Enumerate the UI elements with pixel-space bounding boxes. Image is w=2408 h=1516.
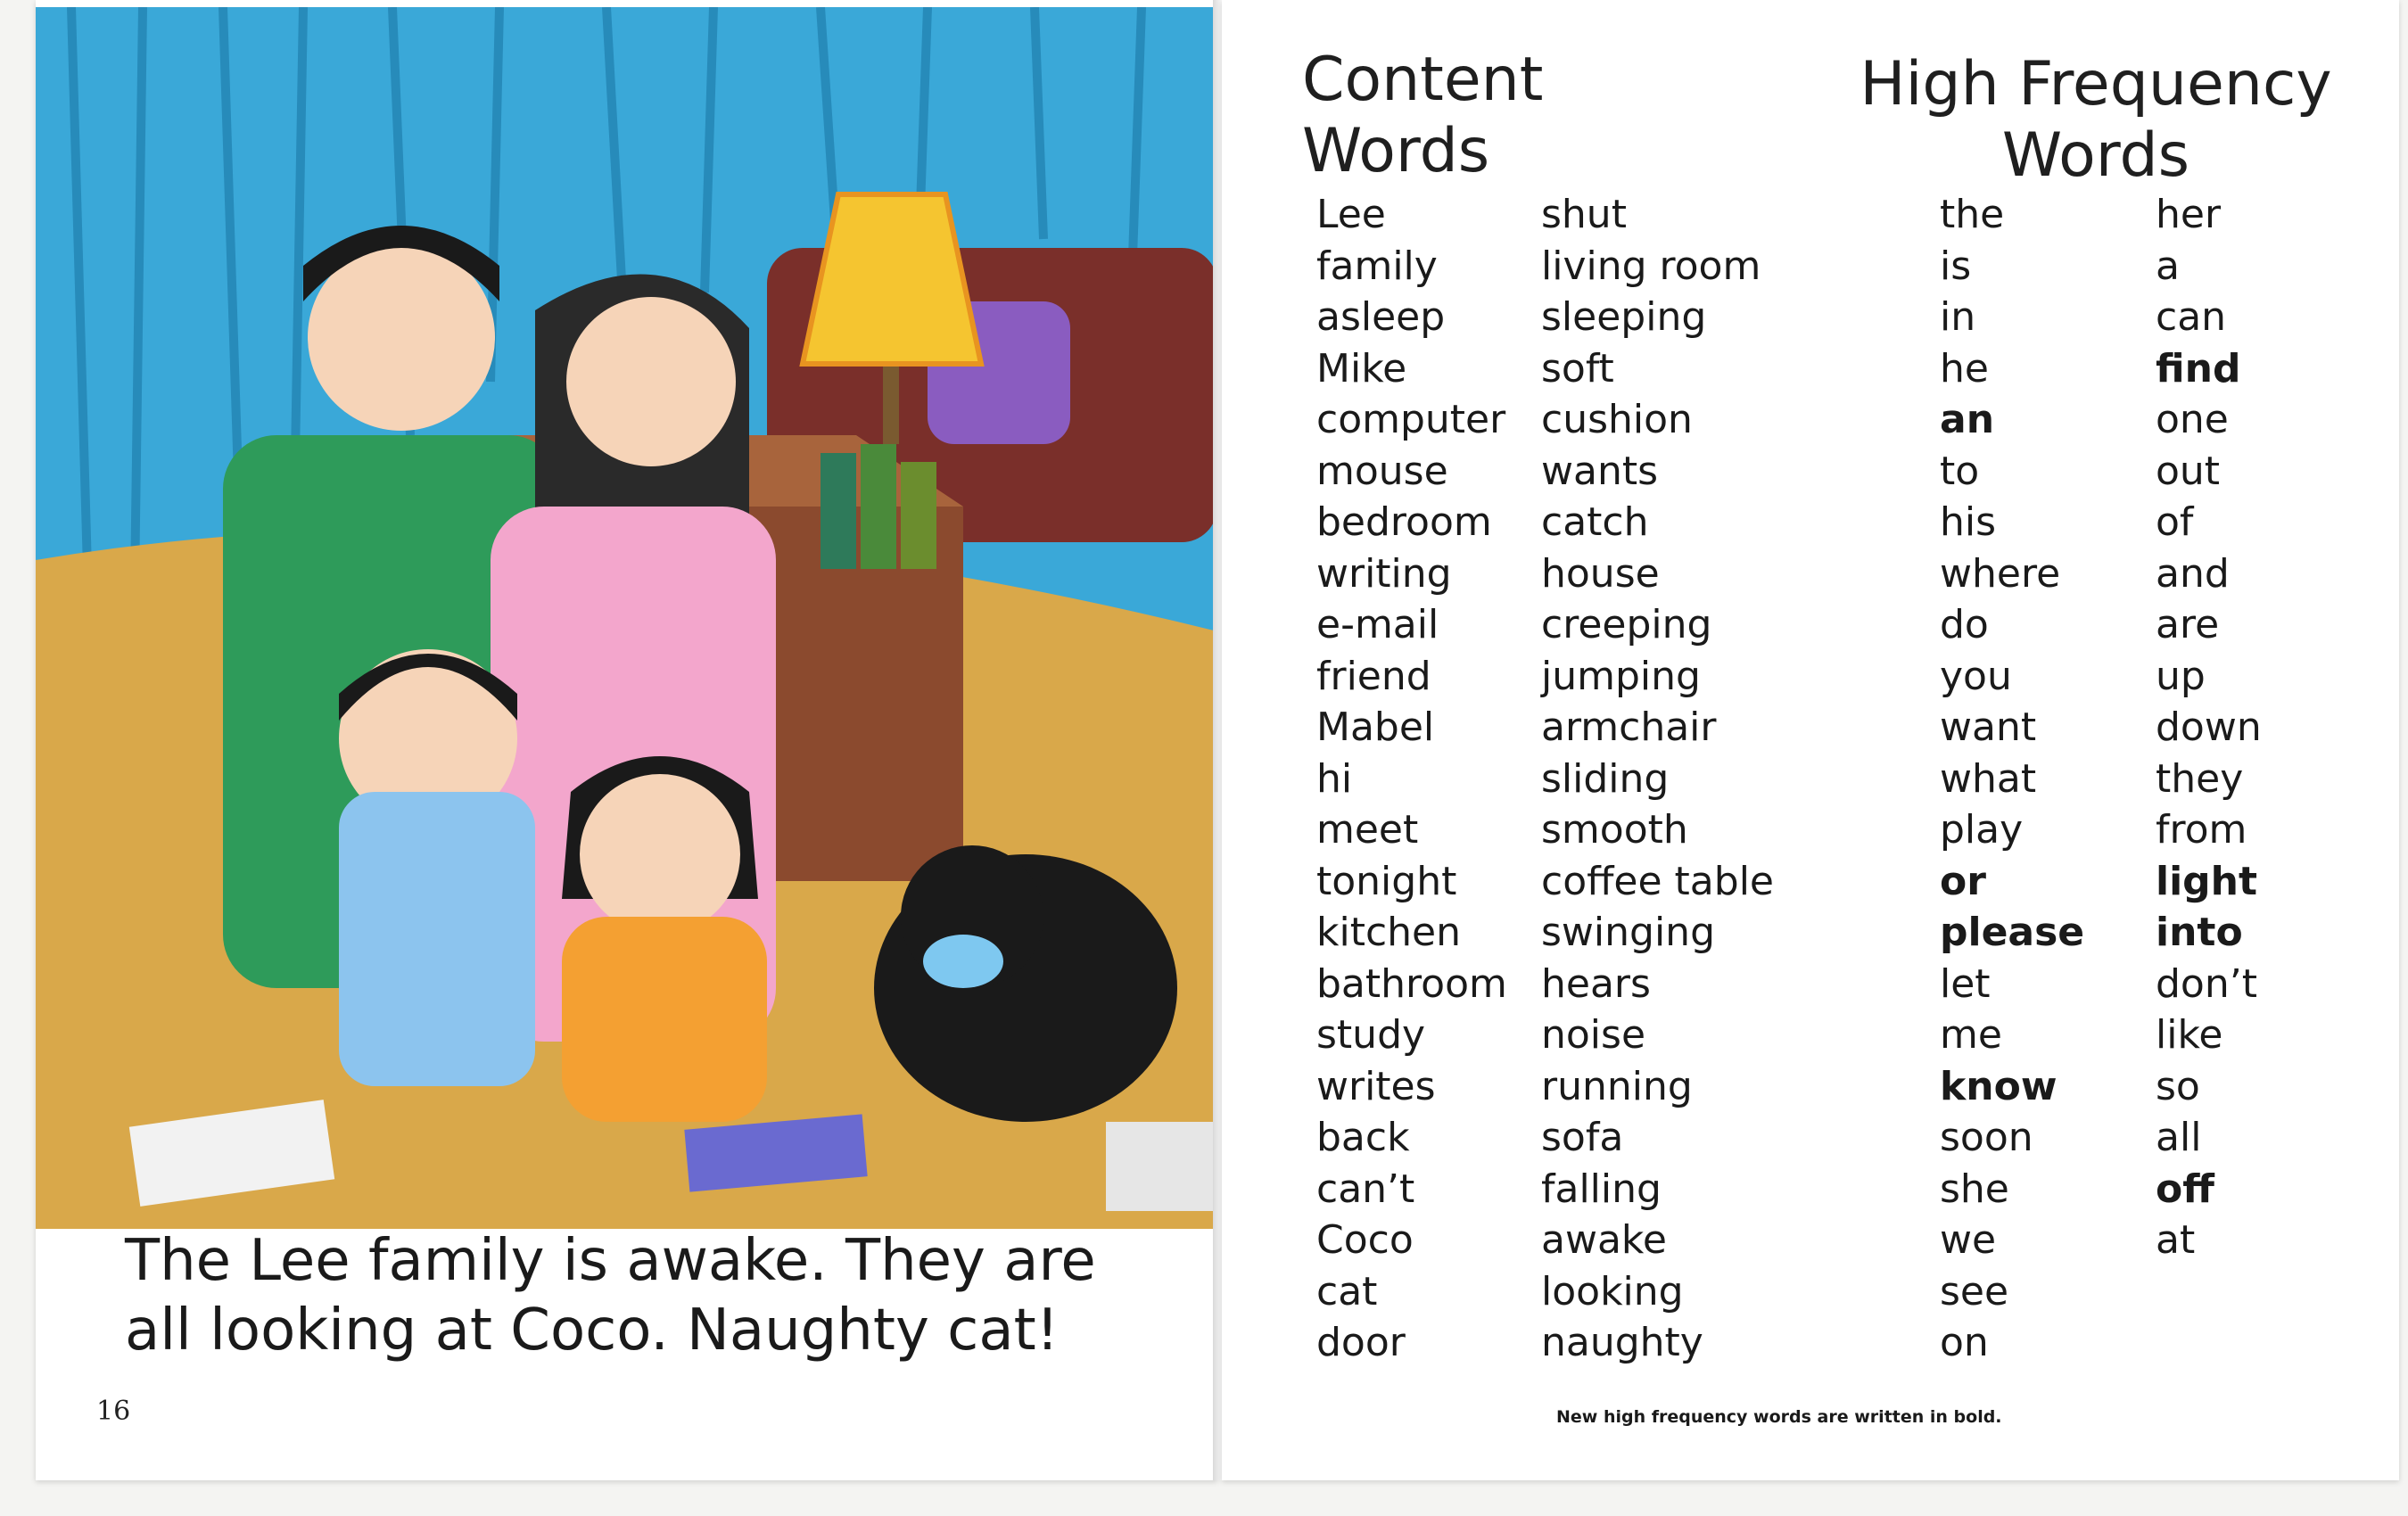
word-item: meet: [1316, 807, 1419, 853]
word-item: we: [1940, 1217, 1997, 1263]
high-frequency-column-1: [1940, 189, 2084, 1369]
word-item: sleeping: [1541, 294, 1707, 340]
word-item: mouse: [1316, 448, 1448, 494]
word-item: a: [2156, 243, 2180, 289]
word-item: wants: [1541, 448, 1659, 494]
story-caption: [125, 1226, 1150, 1365]
word-item: want: [1940, 704, 2037, 750]
word-item: in: [1940, 294, 1976, 340]
word-item: hi: [1316, 755, 1353, 802]
word-item: he: [1940, 345, 1989, 391]
word-item: e-mail: [1316, 602, 1439, 647]
high-frequency-column-2: [2156, 189, 2262, 1266]
word-item: house: [1541, 550, 1660, 597]
word-item: cushion: [1541, 397, 1693, 442]
word-item: catch: [1541, 499, 1649, 545]
word-item: up: [2156, 653, 2206, 699]
word-item: awake: [1541, 1217, 1667, 1263]
word-item: running: [1541, 1063, 1693, 1109]
word-item: door: [1316, 1320, 1406, 1365]
word-item: light: [2156, 858, 2258, 904]
word-item: his: [1940, 499, 1997, 545]
word-item: are: [2156, 602, 2220, 647]
word-item: on: [1940, 1320, 1989, 1365]
word-item: soft: [1541, 345, 1614, 391]
word-item: what: [1940, 755, 2037, 802]
high-frequency-heading-line-2: Words: [2001, 120, 2190, 191]
word-item: from: [2156, 807, 2247, 853]
word-item: see: [1940, 1268, 2009, 1314]
word-item: study: [1316, 1012, 1426, 1058]
word-item: and: [2156, 550, 2230, 597]
word-item: into: [2156, 910, 2243, 955]
word-item: tonight: [1316, 858, 1457, 904]
word-item: asleep: [1316, 294, 1446, 340]
right-page: [1222, 0, 2399, 1480]
word-item: writing: [1316, 550, 1452, 597]
word-item: jumping: [1541, 653, 1701, 699]
word-item: hears: [1541, 960, 1651, 1007]
word-item: family: [1316, 243, 1438, 289]
word-item: swinging: [1541, 910, 1715, 955]
page-number: 16: [96, 1396, 131, 1427]
word-item: smooth: [1541, 807, 1688, 853]
word-item: armchair: [1541, 704, 1717, 750]
word-item: me: [1940, 1012, 2002, 1058]
word-item: computer: [1316, 397, 1506, 442]
word-item: or: [1940, 858, 1986, 904]
word-item: writes: [1316, 1063, 1436, 1109]
word-item: soon: [1940, 1115, 2033, 1160]
high-frequency-heading: [1846, 49, 2346, 192]
content-words-column-1: [1316, 189, 1507, 1369]
word-item: Mike: [1316, 345, 1407, 391]
bold-words-note: New high frequency words are written in bold.: [1556, 1407, 2002, 1427]
word-item: one: [2156, 397, 2229, 442]
word-item: back: [1316, 1115, 1410, 1160]
word-item: off: [2156, 1166, 2214, 1212]
word-item: know: [1940, 1063, 2058, 1109]
content-words-heading: Content Words: [1302, 45, 1544, 186]
word-item: they: [2156, 755, 2244, 802]
word-item: sliding: [1541, 755, 1670, 802]
word-item: coffee table: [1541, 858, 1774, 904]
word-item: Coco: [1316, 1217, 1414, 1263]
high-frequency-heading-line-1: High Frequency: [1860, 49, 2332, 119]
word-item: to: [1940, 448, 1980, 494]
content-words-column-2: [1541, 189, 1774, 1369]
word-item: down: [2156, 704, 2262, 750]
word-item: an: [1940, 397, 1995, 442]
word-item: naughty: [1541, 1320, 1703, 1365]
caption-line-2: all looking at Coco. Naughty cat!: [125, 1298, 1060, 1364]
word-item: looking: [1541, 1268, 1684, 1314]
word-item: so: [2156, 1063, 2200, 1109]
word-item: where: [1940, 550, 2061, 597]
word-item: the: [1940, 192, 2005, 237]
word-item: find: [2156, 345, 2241, 391]
word-item: can: [2156, 294, 2227, 340]
word-item: do: [1940, 602, 1989, 647]
word-item: out: [2156, 448, 2221, 494]
word-item: bedroom: [1316, 499, 1492, 545]
word-item: all: [2156, 1115, 2202, 1160]
word-item: like: [2156, 1012, 2223, 1058]
word-item: at: [2156, 1217, 2196, 1263]
word-item: her: [2156, 192, 2222, 237]
caption-line-1: The Lee family is awake. They are: [125, 1228, 1096, 1294]
word-item: cat: [1316, 1268, 1378, 1314]
word-item: Mabel: [1316, 704, 1435, 750]
word-item: creeping: [1541, 602, 1712, 647]
word-item: you: [1940, 653, 2012, 699]
story-illustration: [36, 7, 1217, 1229]
word-item: let: [1940, 960, 1991, 1007]
word-item: of: [2156, 499, 2194, 545]
word-item: sofa: [1541, 1115, 1624, 1160]
word-item: is: [1940, 243, 1972, 289]
left-page: [36, 0, 1217, 1480]
word-item: bathroom: [1316, 960, 1507, 1007]
word-item: shut: [1541, 192, 1627, 237]
word-item: noise: [1541, 1012, 1646, 1058]
word-item: falling: [1541, 1166, 1662, 1212]
word-item: kitchen: [1316, 910, 1461, 955]
word-item: she: [1940, 1166, 2009, 1212]
word-item: don’t: [2156, 960, 2257, 1007]
word-item: can’t: [1316, 1166, 1415, 1212]
word-item: Lee: [1316, 192, 1386, 237]
word-item: please: [1940, 910, 2085, 955]
word-item: friend: [1316, 653, 1431, 699]
word-item: play: [1940, 807, 2024, 853]
word-item: living room: [1541, 243, 1761, 289]
